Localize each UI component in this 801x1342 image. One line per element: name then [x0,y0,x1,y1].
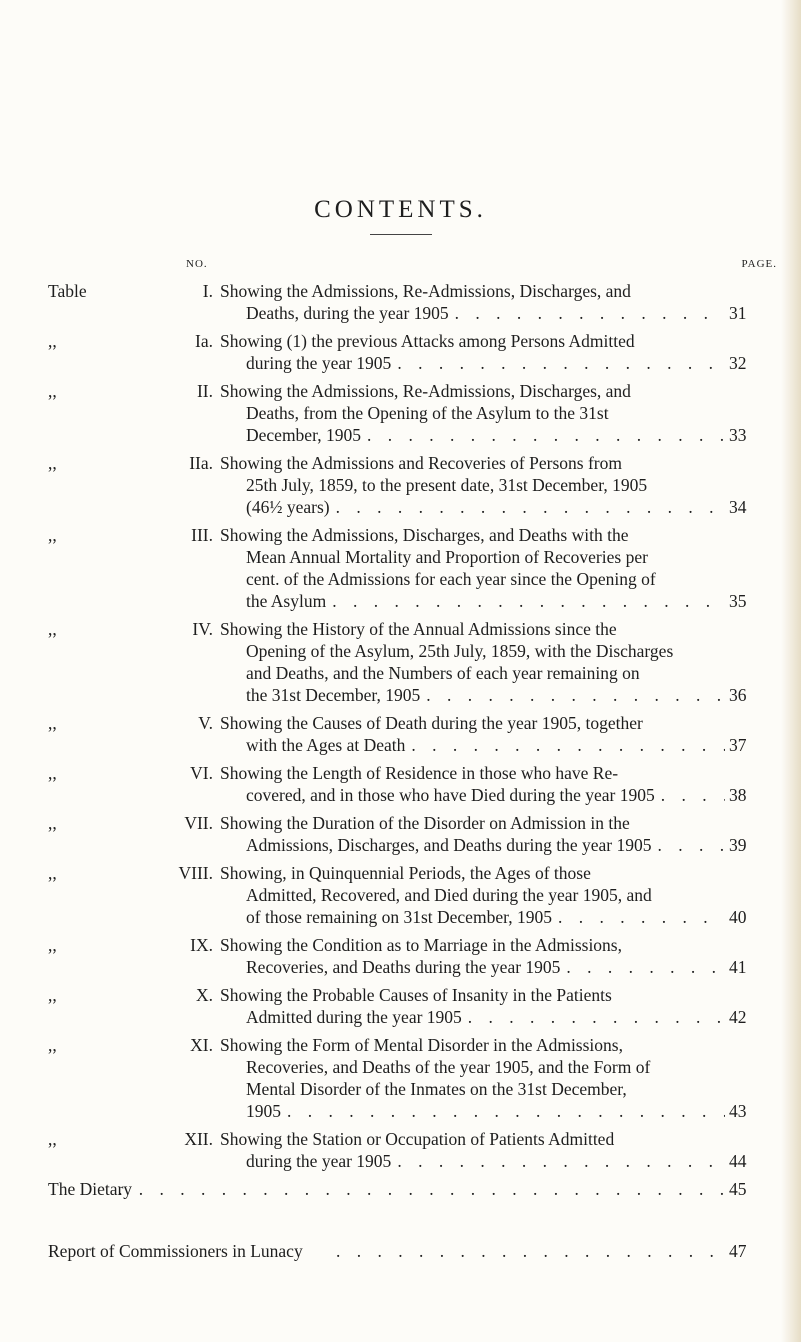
report-label: Report of Commissioners in Lunacy [48,1241,303,1261]
description-line: Showing the Condition as to Marriage in the Admissions, [220,935,622,955]
contents-list [0,280,801,1262]
dot-leader [118,1178,725,1200]
dot-leader [426,684,725,706]
dot-leader [658,834,725,856]
page-number: 43 [729,1101,747,1121]
description-last-line [220,496,725,518]
dietary-leader [112,1178,725,1200]
page-number: 33 [729,425,747,445]
description-line: Deaths, from the Opening of the Asylum to the 31st [246,403,609,423]
table-number: VIII. [178,863,213,883]
table-number: II. [196,381,213,401]
page-number: 32 [729,353,747,373]
page-number: 37 [729,735,747,755]
description-line: Mental Disorder of the Inmates on the 31st December, [246,1079,627,1099]
entry-description [220,934,725,978]
entry-description [220,1128,725,1172]
dot-leader [287,1100,725,1122]
entry-prefix: ,, [48,453,57,473]
toc-entry [0,618,801,706]
description-line: Admitted during the year 1905 [246,1007,462,1027]
dietary-entry [0,1178,801,1200]
entry-description [220,524,725,612]
description-line: Showing the Probable Causes of Insanity in the Patients [220,985,612,1005]
toc-entry [0,280,801,324]
page-number: 44 [729,1151,747,1171]
description-line: Admitted, Recovered, and Died during the year 1905, and [246,885,652,905]
description-last-line [220,734,725,756]
toc-entry [0,934,801,978]
report-page-number: 47 [729,1241,747,1261]
dot-leader [367,424,725,446]
entry-prefix: ,, [48,381,57,401]
description-line: 25th July, 1859, to the present date, 31st December, 1905 [246,475,648,495]
table-number: IV. [192,619,213,639]
dot-leader [455,302,725,324]
description-line: Showing the Admissions, Re-Admissions, Discharges, and [220,281,631,301]
entry-prefix: ,, [48,813,57,833]
entry-description [220,452,725,518]
table-number: XI. [190,1035,213,1055]
description-line: during the year 1905 [246,353,392,373]
toc-entry [0,712,801,756]
table-number: I. [202,281,213,301]
report-leader [330,1240,725,1262]
dot-leader [411,734,725,756]
table-number: V. [198,713,213,733]
description-line: Admissions, Discharges, and Deaths during the year 1905 [246,835,652,855]
page-number: 42 [729,1007,747,1027]
dietary-page-number: 45 [729,1179,747,1199]
dot-leader [566,956,725,978]
dot-leader [468,1006,725,1028]
entry-prefix: ,, [48,619,57,639]
table-entries [0,280,801,1172]
description-last-line [220,784,725,806]
entry-prefix: ,, [48,525,57,545]
entry-prefix: ,, [48,935,57,955]
page-number: 34 [729,497,747,517]
table-number: IIa. [189,453,213,473]
dot-leader [336,1240,725,1262]
description-line: 1905 [246,1101,281,1121]
toc-entry [0,812,801,856]
description-last-line [220,834,725,856]
description-last-line [220,302,725,324]
entry-prefix: ,, [48,985,57,1005]
entry-description [220,1034,725,1122]
description-line: of those remaining on 31st December, 1905 [246,907,552,927]
entry-prefix: ,, [48,331,57,351]
description-line: the Asylum [246,591,327,611]
description-line: Showing the History of the Annual Admissions since the [220,619,617,639]
description-line: Showing the Admissions, Discharges, and Deaths with the [220,525,629,545]
toc-entry [0,862,801,928]
dot-leader [397,1150,725,1172]
description-line: Showing the Station or Occupation of Patients Admitted [220,1129,615,1149]
entry-description [220,984,725,1028]
entry-description [220,712,725,756]
toc-entry [0,380,801,446]
description-line: covered, and in those who have Died during the year 1905 [246,785,655,805]
description-line: and Deaths, and the Numbers of each year remaining on [246,663,640,683]
table-number: IX. [190,935,213,955]
entry-description [220,280,725,324]
table-number: XII. [184,1129,213,1149]
description-last-line [220,684,725,706]
page-number: 41 [729,957,747,977]
description-line: Opening of the Asylum, 25th July, 1859, with the Discharges [246,641,674,661]
table-number: Ia. [195,331,213,351]
entry-prefix: ,, [48,1035,57,1055]
description-line: December, 1905 [246,425,361,445]
report-entry [0,1240,801,1262]
description-line: Showing the Causes of Death during the year 1905, together [220,713,643,733]
description-line: Recoveries, and Deaths of the year 1905, and the Form of [246,1057,651,1077]
description-last-line [220,424,725,446]
description-line: Showing the Length of Residence in those who have Re- [220,763,619,783]
dot-leader [661,784,725,806]
toc-entry [0,762,801,806]
page-number: 31 [729,303,747,323]
page-number: 40 [729,907,747,927]
page-number: 35 [729,591,747,611]
description-last-line [220,590,725,612]
description-last-line [220,1100,725,1122]
table-number: VI. [190,763,213,783]
dietary-label: The Dietary [48,1179,133,1199]
column-header-page: PAGE. [741,258,777,270]
description-line: Deaths, during the year 1905 [246,303,449,323]
description-line: during the year 1905 [246,1151,392,1171]
dot-leader [332,590,725,612]
description-line: with the Ages at Death [246,735,406,755]
dot-leader [558,906,725,928]
dot-leader [397,352,725,374]
description-last-line [220,352,725,374]
toc-entry [0,330,801,374]
entry-description [220,762,725,806]
description-line: Showing the Admissions and Recoveries of Persons from [220,453,622,473]
entry-prefix: Table [48,281,87,301]
description-line: the 31st December, 1905 [246,685,421,705]
description-line: cent. of the Admissions for each year since the Opening of [246,569,656,589]
entry-description [220,812,725,856]
page-title: CONTENTS. [314,196,487,223]
title-underline [370,234,432,235]
description-last-line [220,956,725,978]
description-line: Showing, in Quinquennial Periods, the Ages of those [220,863,591,883]
entry-prefix: ,, [48,763,57,783]
entry-prefix: ,, [48,863,57,883]
entry-description [220,618,725,706]
description-line: Showing (1) the previous Attacks among Persons Admitted [220,331,635,351]
page-number: 36 [729,685,747,705]
description-line: Mean Annual Mortality and Proportion of Recoveries per [246,547,648,567]
description-line: Recoveries, and Deaths during the year 1905 [246,957,561,977]
description-last-line [220,1150,725,1172]
entry-prefix: ,, [48,1129,57,1149]
description-line: Showing the Duration of the Disorder on Admission in the [220,813,630,833]
toc-entry [0,1034,801,1122]
entry-description [220,380,725,446]
description-last-line [220,906,725,928]
table-number: X. [195,985,213,1005]
description-line: Showing the Form of Mental Disorder in the Admissions, [220,1035,623,1055]
table-number: VII. [184,813,213,833]
toc-entry [0,452,801,518]
entry-description [220,862,725,928]
description-last-line [220,1006,725,1028]
toc-entry [0,1128,801,1172]
table-number: III. [191,525,213,545]
entry-description [220,330,725,374]
page-number: 39 [729,835,747,855]
page-number: 38 [729,785,747,805]
entry-prefix: ,, [48,713,57,733]
toc-entry [0,524,801,612]
description-line: (46½ years) [246,497,330,517]
description-line: Showing the Admissions, Re-Admissions, Discharges, and [220,381,631,401]
column-header-no: NO. [186,258,208,270]
toc-entry [0,984,801,1028]
dot-leader [336,496,725,518]
